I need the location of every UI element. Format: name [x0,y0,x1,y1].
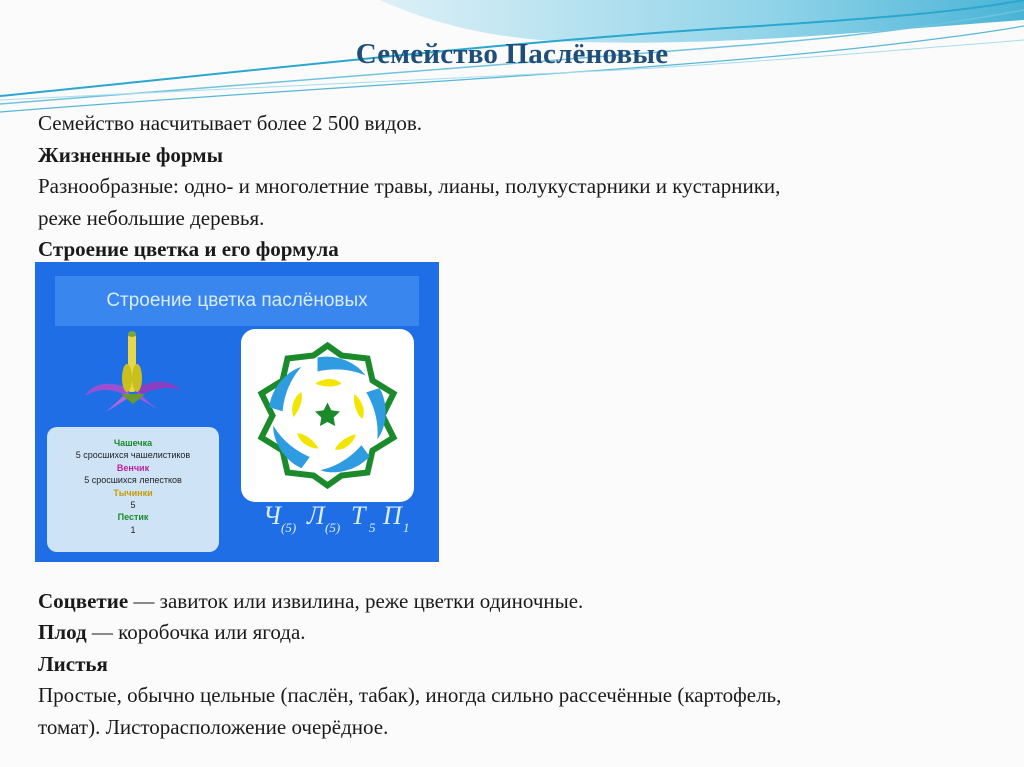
formula-stamen-sub: 5 [369,520,376,535]
figure-title: Строение цветка паслёновых [55,276,419,326]
figure-spacer [38,566,998,586]
fruit-line [38,617,998,649]
formula-calyx-symbol: Ч [263,501,281,530]
slide-title: Семейство Паслёновые [355,38,669,70]
formula-calyx-sub: (5) [281,520,297,535]
legend-stamens-label: Тычинки [113,487,153,498]
floral-diagram-svg [241,329,414,502]
flower-illustration [83,330,183,414]
formula-pistil-sub: 1 [403,520,410,535]
fruit-label: Плод [38,620,87,644]
life-forms-text-line1: Разнообразные: одно- и многолетние травы, лианы, полукустарники и кустарники, [38,174,781,198]
flower-structure-figure [35,262,439,562]
fruit-text: — коробочка или ягода. [86,620,306,644]
formula-corolla-sub: (5) [325,520,341,535]
inflorescence-label: Соцветие [38,588,129,613]
legend-stamens-count: 5 [130,500,136,511]
inflorescence-text: — завиток или извилина, реже цветки одиночные. [128,588,584,613]
legend-pistil-label: Пестик [117,512,149,523]
inflorescence-line [38,586,998,618]
legend-pistil-count: 1 [130,524,136,535]
legend-corolla-desc: 5 сросшихся лепестков [84,475,182,486]
flower-legend [47,427,219,552]
floral-formula [261,494,439,542]
formula-corolla-symbol: Л [307,501,325,530]
life-forms-heading: Жизненные формы [38,142,223,167]
leaves-heading: Листья [38,651,108,676]
leaves-text-line1: Простые, обычно цельные (паслён, табак), иногда сильно рассечённые (картофель, [38,683,782,707]
formula-stamen-symbol: Т [351,501,366,530]
floral-diagram [241,329,414,502]
legend-calyx-label: Чашечка [113,438,153,448]
life-forms-text-line2: реже небольшие деревья. [38,205,265,230]
species-count-text: Семейство насчитывает более 2 500 видов. [38,111,422,135]
formula-pistil-symbol: П [383,501,402,530]
leaves-text-line2: томат). Листорасположение очерёдное. [38,714,389,739]
legend-corolla-label: Венчик [116,462,150,473]
legend-calyx-desc: 5 сросшихся чашелистиков [75,450,191,461]
flower-structure-heading: Строение цветка и его формула [38,237,339,261]
